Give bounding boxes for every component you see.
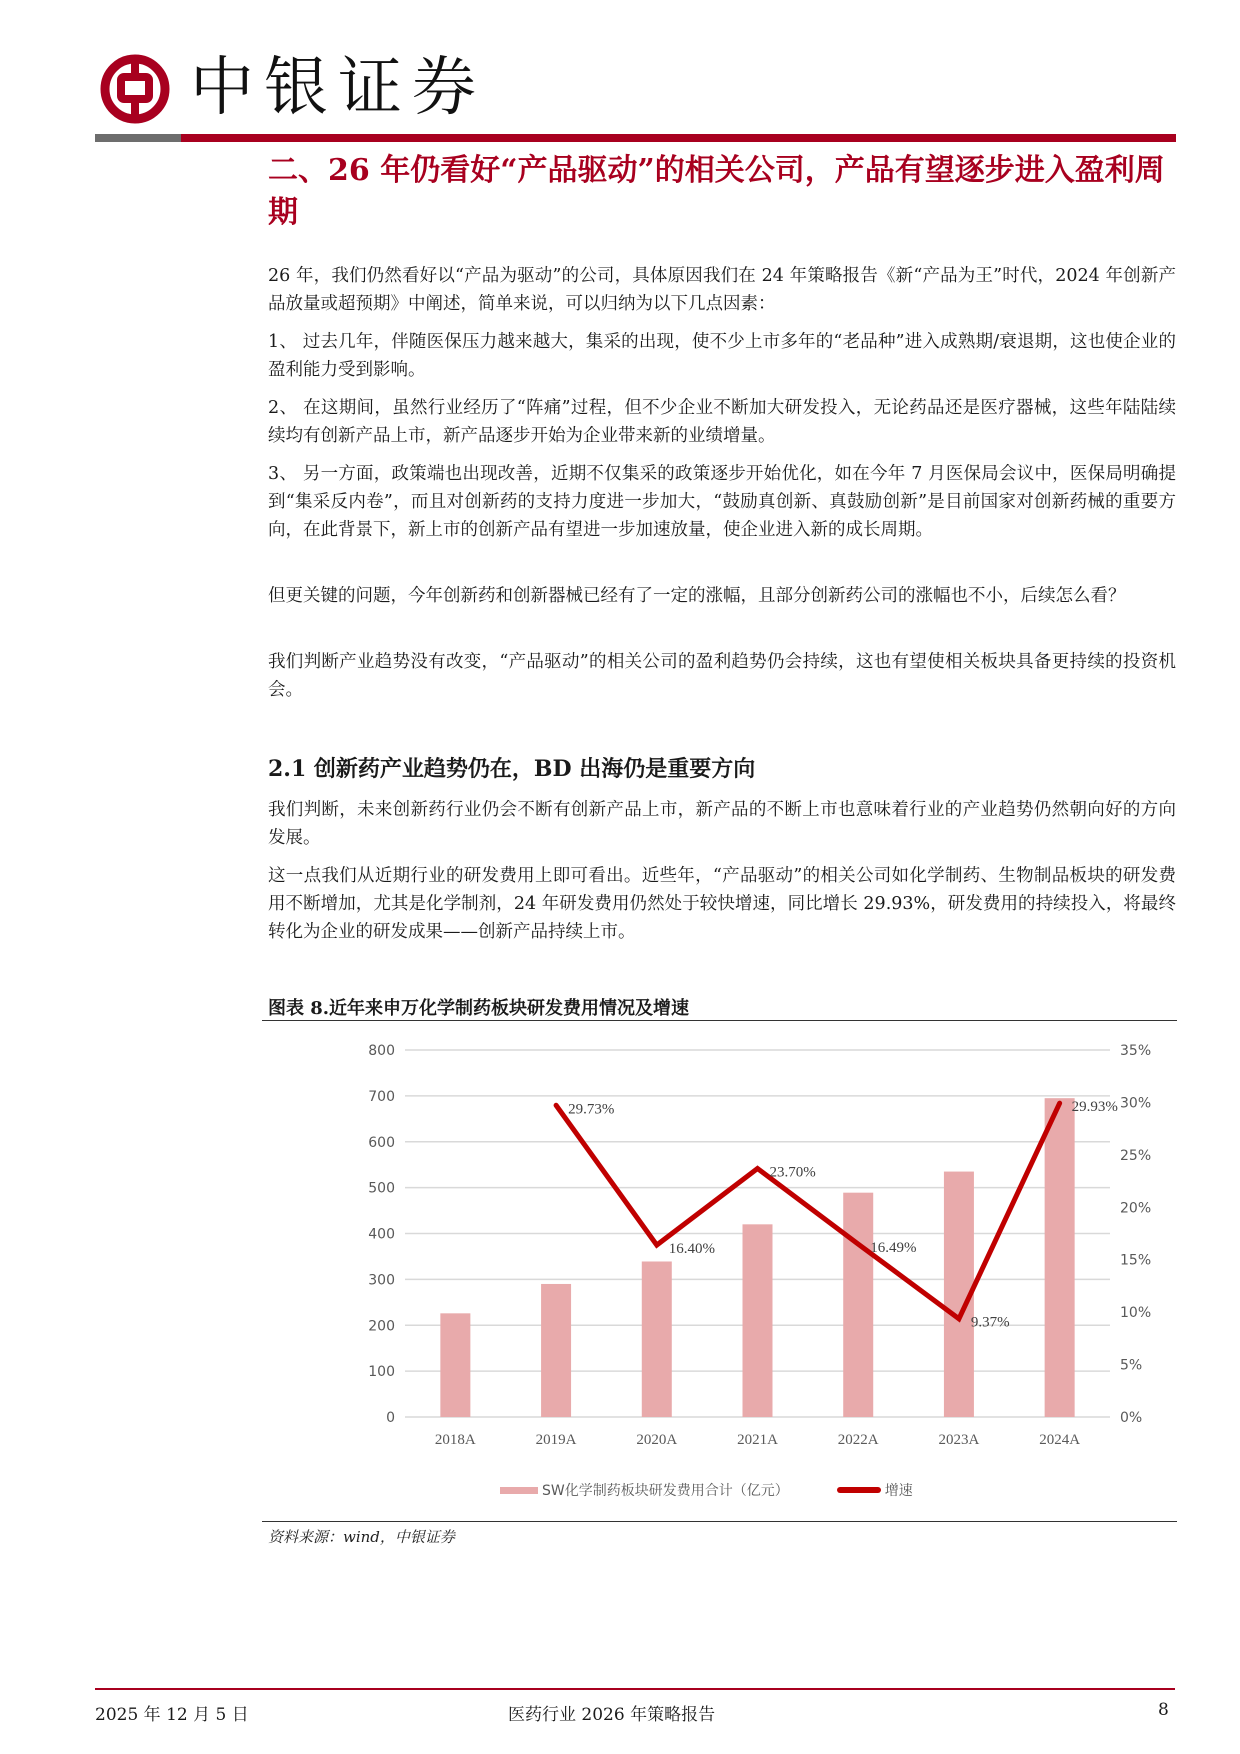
subsection-title: 2.1 创新药产业趋势仍在，BD 出海仍是重要方向 bbox=[268, 756, 756, 782]
svg-text:35%: 35% bbox=[1120, 1043, 1152, 1059]
svg-text:500: 500 bbox=[368, 1180, 395, 1197]
legend-bar-swatch-icon bbox=[500, 1487, 538, 1494]
svg-text:800: 800 bbox=[368, 1043, 395, 1059]
footer-rule bbox=[95, 1688, 1175, 1690]
figure-title: 图表 8.近年来申万化学制药板块研发费用情况及增速 bbox=[268, 998, 690, 1019]
paragraph-point-2: 2、 在这期间，虽然行业经历了“阵痛”过程，但不少企业不断加大研发投入，无论药品还是医疗器械，这些年陆陆续续均有创新产品上市，新产品逐步开始为企业带来新的业绩增量。 bbox=[268, 398, 1176, 446]
svg-text:15%: 15% bbox=[1120, 1252, 1152, 1269]
svg-text:25%: 25% bbox=[1120, 1147, 1152, 1164]
brand-name: 中银证券 bbox=[190, 51, 486, 125]
bank-of-china-logo-icon bbox=[100, 54, 170, 124]
svg-text:30%: 30% bbox=[1120, 1095, 1152, 1112]
growth-label: 16.49% bbox=[870, 1240, 917, 1257]
growth-label: 9.37% bbox=[970, 1314, 1010, 1331]
paragraph-point-3: 3、 另一方面，政策端也出现改善，近期不仅集采的政策逐步开始优化，如在今年 7 月医保局会议中，医保局明确提到“集采反内卷”，而且对创新药的支持力度进一步加大，“鼓励真创新、真鼓励创新”是目前国家对创新药械的重要方向，在此背景下，新上市的创新产品有望进一步加速放量，使企业进入新的成长周期。 bbox=[268, 464, 1176, 540]
svg-text:2022A: 2022A bbox=[837, 1432, 879, 1448]
bar-2021A bbox=[743, 1224, 773, 1417]
svg-text:600: 600 bbox=[368, 1134, 395, 1151]
bar-2020A bbox=[642, 1261, 672, 1417]
footer-page-number: 8 bbox=[1158, 1700, 1169, 1720]
svg-text:2018A: 2018A bbox=[434, 1432, 476, 1448]
bar-series bbox=[440, 1098, 1074, 1417]
paragraph-trend: 我们判断，未来创新药行业仍会不断有创新产品上市，新产品的不断上市也意味着行业的产业趋势仍然朝向好的方向发展。 bbox=[268, 800, 1176, 848]
svg-text:0: 0 bbox=[386, 1410, 395, 1426]
bar-2019A bbox=[541, 1284, 571, 1417]
header-bar-red bbox=[181, 134, 1176, 142]
footer-date: 2025 年 12 月 5 日 bbox=[95, 1705, 249, 1725]
bar-2024A bbox=[1045, 1098, 1075, 1417]
left-axis-ticks bbox=[368, 1043, 395, 1426]
bar-2018A bbox=[440, 1313, 470, 1417]
svg-text:20%: 20% bbox=[1120, 1200, 1152, 1217]
svg-text:10%: 10% bbox=[1120, 1305, 1152, 1322]
growth-label: 29.93% bbox=[1071, 1099, 1118, 1116]
svg-text:100: 100 bbox=[368, 1364, 395, 1381]
svg-text:0%: 0% bbox=[1120, 1410, 1143, 1426]
figure-bottom-rule bbox=[262, 1521, 1177, 1522]
paragraph-judgement: 我们判断产业趋势没有改变，“产品驱动”的相关公司的盈利趋势仍会持续，这也有望使相关板块具备更持续的投资机会。 bbox=[268, 652, 1176, 700]
figure-source: 资料来源：wind，中银证券 bbox=[268, 1528, 455, 1546]
svg-text:5%: 5% bbox=[1120, 1357, 1143, 1374]
footer-report-title: 医药行业 2026 年策略报告 bbox=[508, 1705, 716, 1725]
svg-text:2021A: 2021A bbox=[737, 1432, 778, 1448]
legend-bar-label: SW化学制药板块研发费用合计（亿元） bbox=[542, 1483, 789, 1499]
right-axis-ticks bbox=[1120, 1043, 1151, 1426]
growth-label: 23.70% bbox=[769, 1164, 816, 1181]
growth-line bbox=[556, 1103, 1060, 1319]
header-bar-gray bbox=[95, 134, 181, 142]
growth-label: 16.40% bbox=[668, 1241, 716, 1258]
bar-2022A bbox=[843, 1193, 873, 1417]
figure-top-rule bbox=[262, 1020, 1177, 1021]
legend-line-label: 增速 bbox=[884, 1483, 913, 1499]
svg-text:2020A: 2020A bbox=[636, 1432, 678, 1448]
chart-legend bbox=[500, 1480, 913, 1500]
section-title: 二、26 年仍看好“产品驱动”的相关公司，产品有望逐步进入盈利周期 bbox=[268, 153, 1165, 230]
svg-text:300: 300 bbox=[368, 1272, 395, 1289]
svg-text:200: 200 bbox=[368, 1318, 395, 1335]
svg-text:2024A: 2024A bbox=[1039, 1432, 1081, 1448]
paragraph-question: 但更关键的问题，今年创新药和创新器械已经有了一定的涨幅，且部分创新药公司的涨幅也不小，后续怎么看？ bbox=[268, 586, 1126, 606]
svg-text:2023A: 2023A bbox=[938, 1432, 980, 1448]
growth-label: 29.73% bbox=[568, 1101, 615, 1118]
legend-line-swatch-icon bbox=[837, 1487, 881, 1493]
paragraph-intro: 26 年，我们仍然看好以“产品为驱动”的公司，具体原因我们在 24 年策略报告《新“产品为王”时代，2024 年创新产品放量或超预期》中阐述，简单来说，可以归纳为以下几点因素： bbox=[268, 266, 1176, 314]
paragraph-rd-expense: 这一点我们从近期行业的研发费用上即可看出。近些年，“产品驱动”的相关公司如化学制药、生物制品板块的研发费用不断增加，尤其是化学制剂，24 年研发费用仍然处于较快增速，同比增长 29.93%，研发费用的持续投入，将最终转化为企业的研发成果——创新产品持续上市。 bbox=[268, 866, 1176, 942]
x-axis-ticks bbox=[435, 1432, 1080, 1448]
svg-text:700: 700 bbox=[368, 1088, 395, 1105]
rd-expense-chart bbox=[330, 1035, 1160, 1465]
paragraph-point-1: 1、 过去几年，伴随医保压力越来越大，集采的出现，使不少上市多年的“老品种”进入成熟期/衰退期，这也使企业的盈利能力受到影响。 bbox=[268, 332, 1176, 380]
svg-text:2019A: 2019A bbox=[535, 1432, 577, 1448]
svg-text:400: 400 bbox=[368, 1226, 395, 1243]
